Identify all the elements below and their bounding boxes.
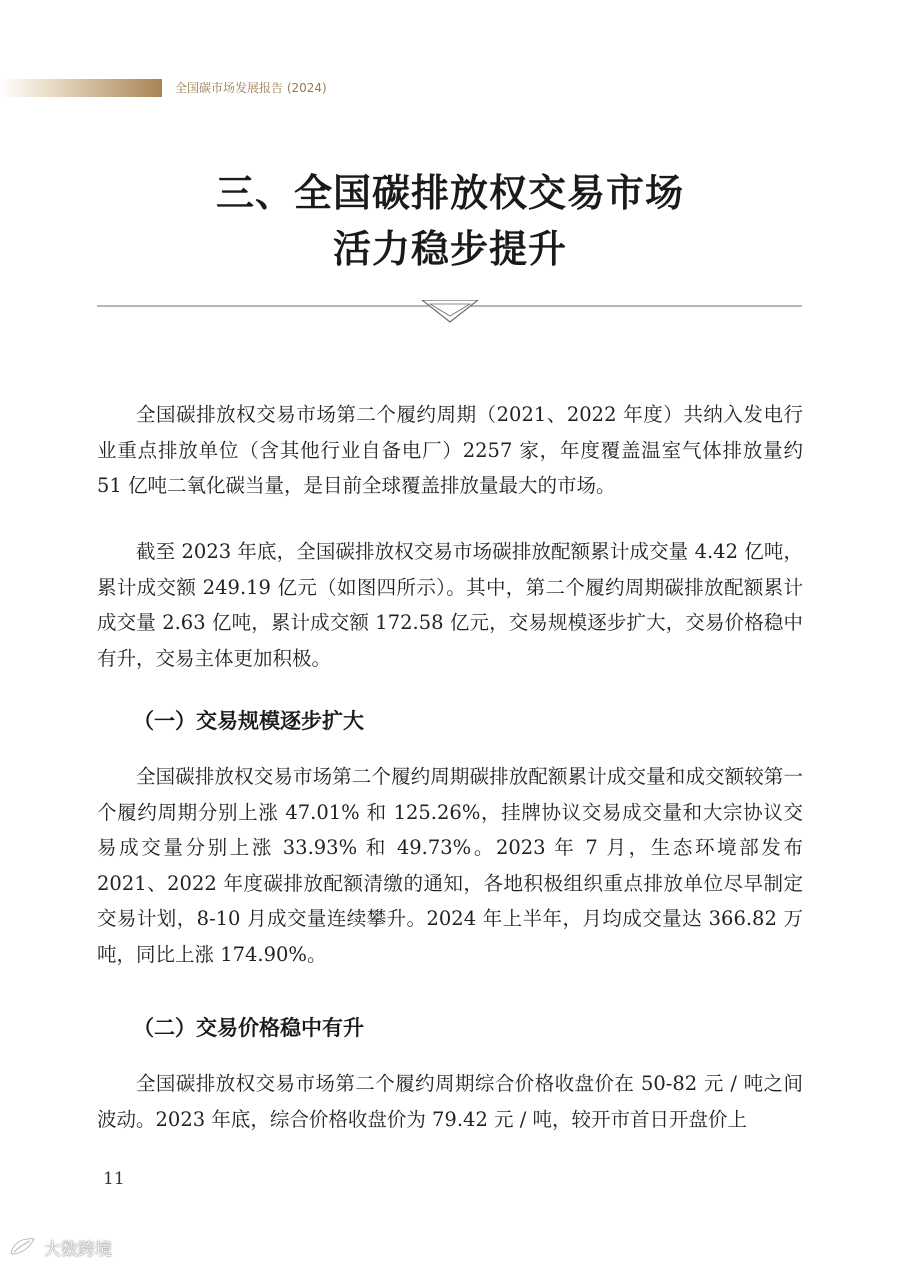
watermark xyxy=(8,1234,112,1260)
running-header-title: 全国碳市场发展报告 (2024) xyxy=(175,81,327,95)
subheading-trading-scale: （一）交易规模逐步扩大 xyxy=(133,709,364,733)
watermark-text: 大数跨境 xyxy=(44,1239,112,1260)
page-number: 11 xyxy=(103,1169,125,1189)
title-divider xyxy=(97,300,802,328)
paragraph-coverage: 全国碳排放权交易市场第二个履约周期（2021、2022 年度）共纳入发电行业重点排放单位（含其他行业自备电厂）2257 家，年度覆盖温室气体排放量约 51 亿吨二氧化碳当量，是目前全球覆盖排放量最大的市场。 xyxy=(97,403,803,497)
paragraph-trading-price: 全国碳排放权交易市场第二个履约周期综合价格收盘价在 50-82 元 / 吨之间波动。2023 年底，综合价格收盘价为 79.42 元 / 吨，较开市首日开盘价上 xyxy=(97,1072,803,1131)
paragraph-cumulative-volume: 截至 2023 年底，全国碳排放权交易市场碳排放配额累计成交量 4.42 亿吨，累计成交额 249.19 亿元（如图四所示）。其中，第二个履约周期碳排放配额累计成交量 2.63 亿吨，累计成交额 172.58 亿元，交易规模逐步扩大，交易价格稳中有升，交易主体更加积极。 xyxy=(97,540,803,670)
subheading-trading-price: （二）交易价格稳中有升 xyxy=(133,1016,364,1040)
leaf-logo-icon xyxy=(8,1236,38,1258)
header-accent-bar xyxy=(0,79,162,97)
chapter-title-line-1: 三、全国碳排放权交易市场 xyxy=(215,171,684,215)
chapter-title-line-2: 活力稳步提升 xyxy=(332,227,567,271)
paragraph-trading-scale: 全国碳排放权交易市场第二个履约周期碳排放配额累计成交量和成交额较第一个履约周期分别上涨 47.01% 和 125.26%，挂牌协议交易成交量和大宗协议交易成交量分别上涨 33.93% 和 49.73%。2023 年 7 月，生态环境部发布 2021、2022 年度碳排放配额清缴的通知，各地积极组织重点排放单位尽早制定交易计划，8-10 月成交量连续攀升。2024 年上半年，月均成交量达 366.82 万吨，同比上涨 174.90%。 xyxy=(97,765,803,966)
